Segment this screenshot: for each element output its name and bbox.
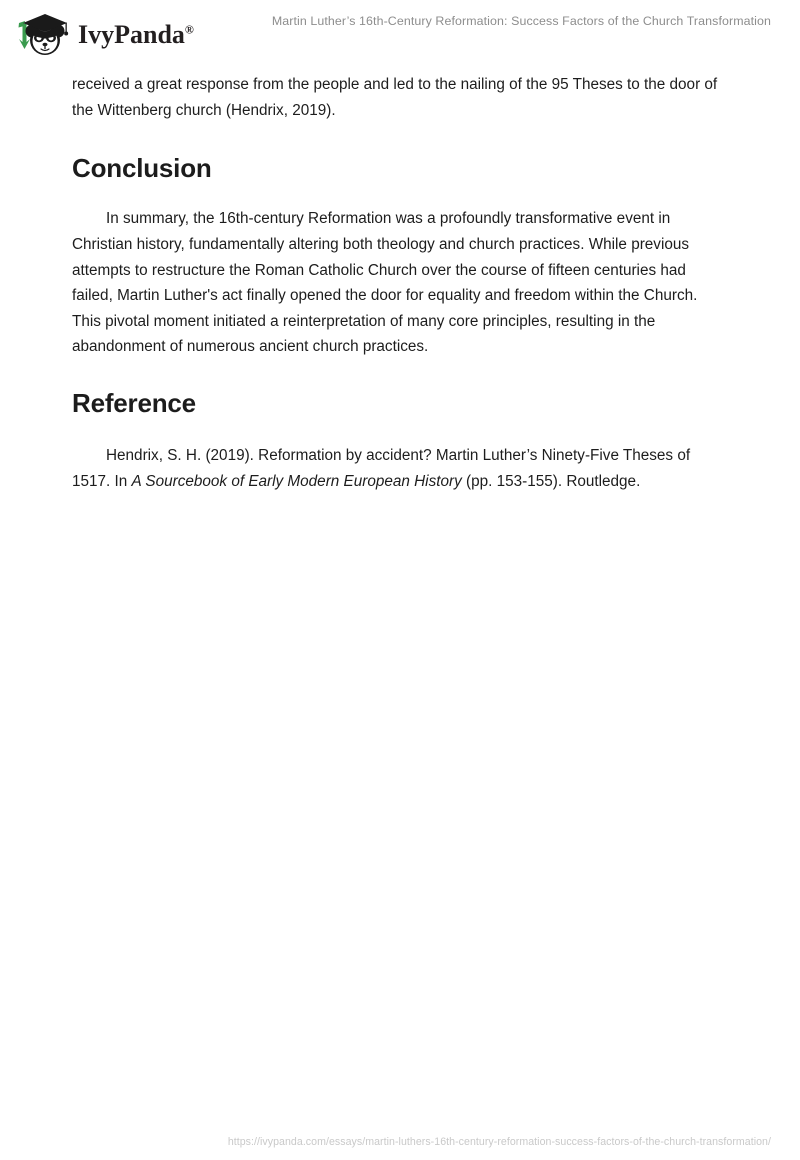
- spacer: [72, 360, 723, 388]
- page-footer: [0, 1114, 800, 1160]
- continued-paragraph: received a great response from the people and led to the nailing of the 95 Theses to the door of the Wittenberg church (Hendrix, 2019).: [72, 76, 718, 119]
- spacer: [72, 419, 723, 443]
- brand-wordmark: [78, 22, 194, 48]
- spacer: [72, 123, 723, 153]
- reference-citation: [72, 443, 723, 494]
- paragraph-conclusion: In summary, the 16th-century Reformation was a profoundly transformative event in Christian history, fundamentally altering both theology and church practices. While previous attempts to restructure the Roman Catholic Church over the course of fifteen centuries had failed, Martin Luther's act finally opened the door for equality and freedom within the Church. This pivotal moment initiated a reinterpretation of many core principles, resulting in the abandonment of numerous ancient church practices.: [72, 210, 698, 356]
- citation-book-title: A Sourcebook of Early Modern European History: [131, 472, 462, 490]
- document-body: [72, 72, 723, 494]
- heading-conclusion: Conclusion: [72, 153, 212, 184]
- heading-reference: Reference: [72, 387, 196, 418]
- document-title-header: Martin Luther’s 16th-Century Reformation: Success Factors of the Church Transformation: [271, 14, 771, 28]
- citation-text-before-title: Hendrix, S. H. (2019). Reformation by accident? Martin Luther’s Ninety-Five Theses of 1517. In: [72, 447, 691, 490]
- page-header: [0, 0, 800, 66]
- citation-text-after-title: (pp. 153-155). Routledge.: [461, 472, 641, 490]
- brand-name-text: IvyPanda: [78, 20, 185, 49]
- panda-graduation-cap-logo-icon: [14, 9, 72, 59]
- source-url[interactable]: https://ivypanda.com/essays/martin-luthers-16th-century-reformation-success-factors-of-the-church-transformation/: [227, 1136, 771, 1148]
- brand-logo[interactable]: [14, 9, 194, 59]
- spacer: [72, 184, 723, 206]
- registered-trademark-symbol: ®: [184, 22, 194, 37]
